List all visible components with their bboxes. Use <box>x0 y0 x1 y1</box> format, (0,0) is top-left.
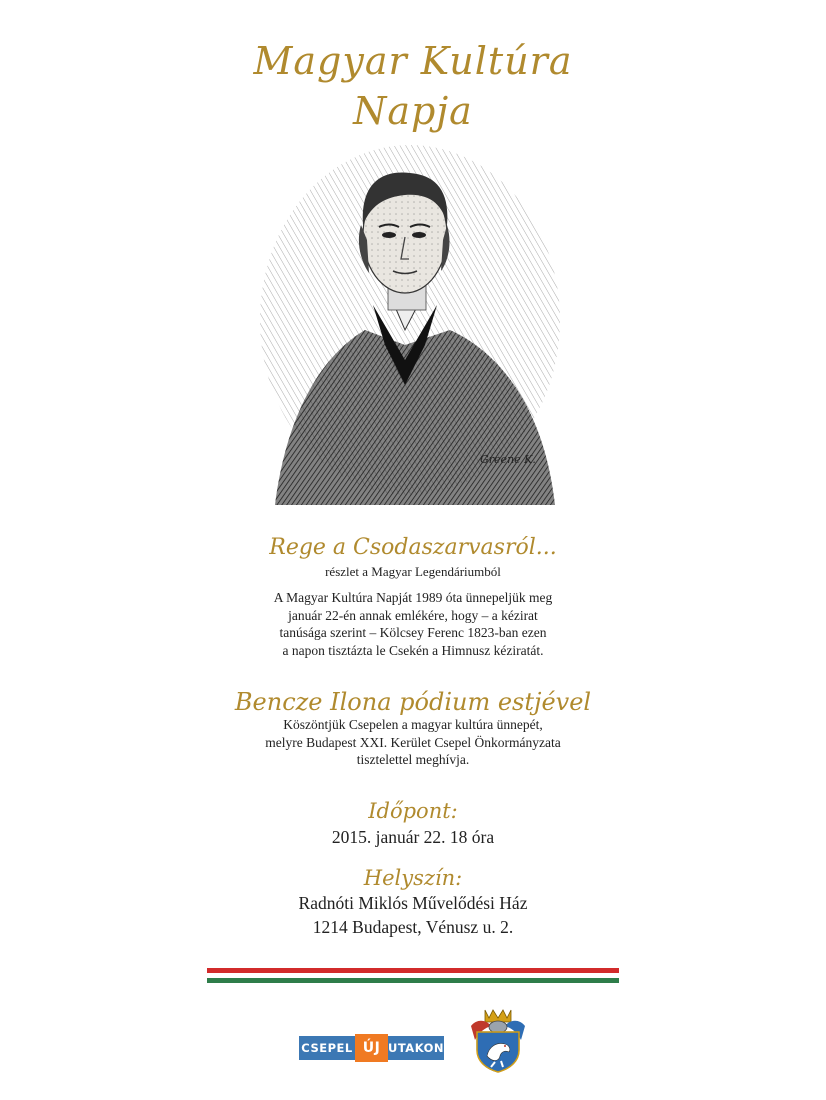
place-label: Helyszín: <box>363 866 463 890</box>
section1-heading: Rege a Csodaszarvasról... <box>269 535 557 560</box>
logo-csepel-text: CSEPEL <box>299 1036 355 1060</box>
portrait-signature: Greene K. <box>480 453 536 466</box>
paragraph-line: A Magyar Kultúra Napját 1989 óta ünnepeljük meg <box>273 590 553 605</box>
section1-subheading: részlet a Magyar Legendáriumból <box>325 564 501 579</box>
time-value: 2015. január 22. 18 óra <box>331 827 495 847</box>
paragraph-line: melyre Budapest XXI. Kerület Csepel Önkormányzata <box>265 734 561 750</box>
flag-stripe-green <box>207 978 619 983</box>
section1-paragraph <box>0 589 826 659</box>
place-line-1: Radnóti Miklós Művelődési Ház <box>298 893 528 913</box>
page-title <box>0 36 826 136</box>
paragraph-line: a napon tisztázta le Csekén a Himnusz kéziratát. <box>282 642 544 658</box>
time-label: Időpont: <box>368 799 458 823</box>
logo-uj-text: ÚJ <box>355 1034 388 1062</box>
csepel-uj-utakon-logo <box>299 1036 444 1060</box>
place-value <box>0 891 826 939</box>
place-line-2: 1214 Budapest, Vénusz u. 2. <box>312 917 514 937</box>
title-line-1: Magyar Kultúra <box>253 39 573 83</box>
paragraph-line: tisztelettel meghívja. <box>356 752 470 767</box>
coat-of-arms-icon <box>467 1006 529 1074</box>
paragraph-line: Köszöntjük Csepelen a magyar kultúra ünnepét, <box>283 717 543 732</box>
title-line-2: Napja <box>353 89 473 133</box>
paragraph-line: január 22-én annak emlékére, hogy – a kézirat <box>288 607 538 623</box>
section2-heading: Bencze Ilona pódium estjével <box>234 688 592 716</box>
portrait-image <box>255 145 565 515</box>
paragraph-line: tanúsága szerint – Kölcsey Ferenc 1823-ban ezen <box>279 625 547 640</box>
logo-utakon-text: UTAKON <box>388 1036 444 1060</box>
section2-paragraph <box>0 716 826 769</box>
